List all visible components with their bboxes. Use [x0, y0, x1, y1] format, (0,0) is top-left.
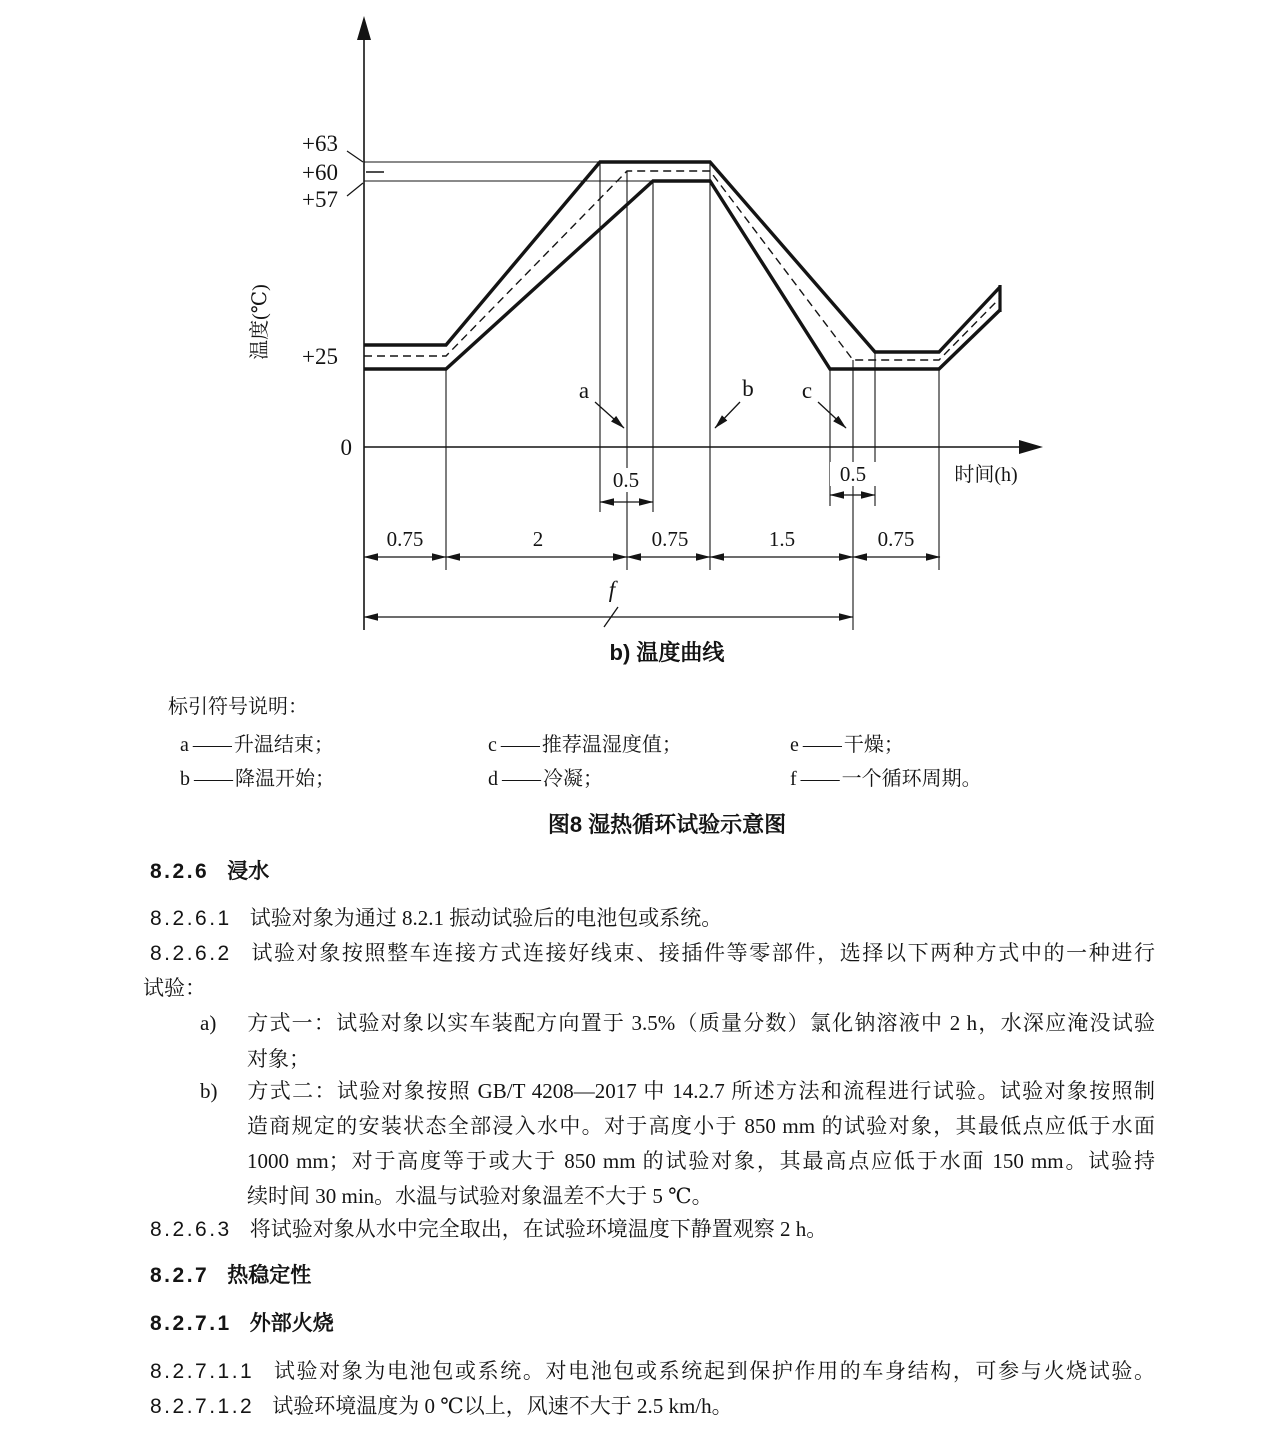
clause-text: 试验对象按照整车连接方式连接好线束、接插件等零部件，选择以下两种方式中的一种进行 — [249, 941, 1155, 965]
legend-key: e — [790, 734, 799, 756]
list-marker: a) — [200, 1011, 217, 1035]
tick-57 — [347, 183, 363, 196]
dim-075b-label: 0.75 — [651, 527, 689, 551]
y-tick-0: 0 — [340, 435, 352, 460]
doc-line-continuation — [247, 1183, 713, 1210]
point-label-c: c — [801, 378, 813, 403]
section-number: 8.2.7 — [150, 1264, 210, 1287]
x-axis-arrowhead — [1019, 440, 1043, 454]
point-label-b: b — [742, 376, 754, 401]
doc-line-8-2-6-1 — [150, 905, 1155, 932]
legend-desc: 冷凝； — [543, 768, 603, 790]
section-title: 热稳定性 — [227, 1264, 312, 1287]
doc-line-continuation — [247, 1148, 1155, 1175]
dim-05-left-label: 0.5 — [612, 468, 640, 492]
legend-desc: 推荐温湿度值； — [541, 734, 682, 756]
clause-number: 8.2.6.2 — [150, 942, 232, 965]
doc-line-continuation — [247, 1046, 310, 1073]
clause-text: 试验： — [143, 976, 206, 1000]
doc-line-8-2-6-3 — [150, 1216, 1155, 1243]
leader-a — [595, 402, 624, 428]
legend-item-a — [180, 728, 334, 757]
section-heading-8-2-6 — [150, 858, 269, 885]
legend-item-d — [488, 762, 603, 791]
clause-number: 8.2.6.1 — [150, 907, 232, 930]
clause-text: 试验对象为电池包或系统。对电池包或系统起到保护作用的车身结构，可参与火烧试验。 — [272, 1359, 1155, 1383]
temperature-curve-figure — [0, 0, 1280, 632]
legend-item-b — [180, 762, 335, 791]
legend-dash: —— — [194, 768, 232, 790]
legend-dash: —— — [192, 734, 231, 756]
leader-b — [715, 402, 740, 428]
list-marker: b) — [200, 1079, 218, 1103]
legend-desc: 干燥； — [843, 734, 904, 756]
legend-dash: —— — [502, 768, 540, 790]
clause-text: 试验环境温度为 0 ℃以上，风速不大于 2.5 km/h。 — [272, 1394, 733, 1418]
figure-caption: 图8 湿热循环试验示意图 — [547, 812, 787, 837]
x-axis-title: 时间(h) — [954, 464, 1018, 486]
doc-list-item-b — [200, 1078, 1155, 1105]
legend-item-e — [790, 728, 904, 757]
curve-lower-limit — [364, 181, 1000, 369]
list-text: 造商规定的安装状态全部浸入水中。对于高度小于 850 mm 的试验对象，其最低点应低于水面 — [247, 1114, 1155, 1138]
dim-075c-label: 0.75 — [877, 527, 915, 551]
tick-63 — [347, 151, 363, 162]
section-heading-8-2-7 — [150, 1262, 311, 1289]
list-text: 方式一：试验对象以实车装配方向置于 3.5%（质量分数）氯化钠溶液中 2 h，水深应淹没试验 — [246, 1011, 1155, 1035]
legend-desc: 一个循环周期。 — [841, 768, 982, 790]
y-axis-arrowhead — [357, 16, 371, 40]
dim-15-label: 1.5 — [768, 527, 796, 551]
doc-list-item-a — [200, 1010, 1155, 1037]
legend-key: d — [488, 768, 498, 790]
list-text: 1000 mm；对于高度等于或大于 850 mm 的试验对象，其最高点应低于水面 150 mm。试验持 — [247, 1149, 1155, 1173]
legend-title: 标引符号说明： — [168, 696, 308, 718]
section-heading-8-2-7-1 — [150, 1310, 334, 1337]
section-number: 8.2.7.1 — [150, 1312, 232, 1335]
clause-text: 试验对象为通过 8.2.1 振动试验后的电池包或系统。 — [249, 906, 723, 930]
cycle-f-label: f — [608, 577, 616, 602]
legend-dash: —— — [802, 734, 841, 756]
dim-2-label: 2 — [532, 527, 544, 551]
section-title: 浸水 — [227, 860, 270, 883]
legend-key: f — [790, 768, 797, 790]
legend-dash: —— — [500, 734, 539, 756]
legend-key: b — [180, 768, 190, 790]
legend-key: a — [180, 734, 189, 756]
y-tick-63: +63 — [302, 131, 338, 156]
legend-item-f — [790, 762, 982, 791]
clause-text: 将试验对象从水中完全取出，在试验环境温度下静置观察 2 h。 — [249, 1217, 828, 1241]
figure-subcaption: b) 温度曲线 — [609, 640, 725, 665]
curve-upper-limit — [364, 162, 1000, 352]
clause-number: 8.2.6.3 — [150, 1218, 232, 1241]
legend-dash: —— — [800, 768, 839, 790]
doc-line-8-2-7-1-1 — [150, 1358, 1155, 1385]
legend-key: c — [488, 734, 497, 756]
dim-075a-label: 0.75 — [386, 527, 424, 551]
legend-desc: 降温开始； — [235, 768, 335, 790]
list-text: 续时间 30 min。水温与试验对象温差不大于 5 ℃。 — [247, 1184, 713, 1208]
leader-c — [818, 402, 846, 428]
legend-desc: 升温结束； — [233, 734, 334, 756]
doc-line-continuation — [143, 975, 206, 1002]
clause-number: 8.2.7.1.1 — [150, 1360, 255, 1383]
list-text: 方式二：试验对象按照 GB/T 4208—2017 中 14.2.7 所述方法和流程进行试验。试验对象按照制 — [246, 1079, 1155, 1103]
legend-item-c — [488, 728, 682, 757]
list-text: 对象； — [247, 1047, 310, 1071]
y-tick-25: +25 — [302, 344, 338, 369]
y-axis-title: 温度(℃) — [249, 284, 271, 360]
doc-line-continuation — [247, 1113, 1155, 1140]
doc-line-8-2-7-1-2 — [150, 1393, 1155, 1420]
doc-line-8-2-6-2 — [150, 940, 1155, 967]
dim-05-right-label: 0.5 — [839, 462, 867, 486]
clause-number: 8.2.7.1.2 — [150, 1395, 255, 1418]
y-tick-60: +60 — [302, 160, 338, 185]
point-label-a: a — [578, 378, 590, 403]
section-title: 外部火烧 — [249, 1312, 334, 1335]
section-number: 8.2.6 — [150, 860, 210, 883]
y-tick-57: +57 — [302, 187, 338, 212]
